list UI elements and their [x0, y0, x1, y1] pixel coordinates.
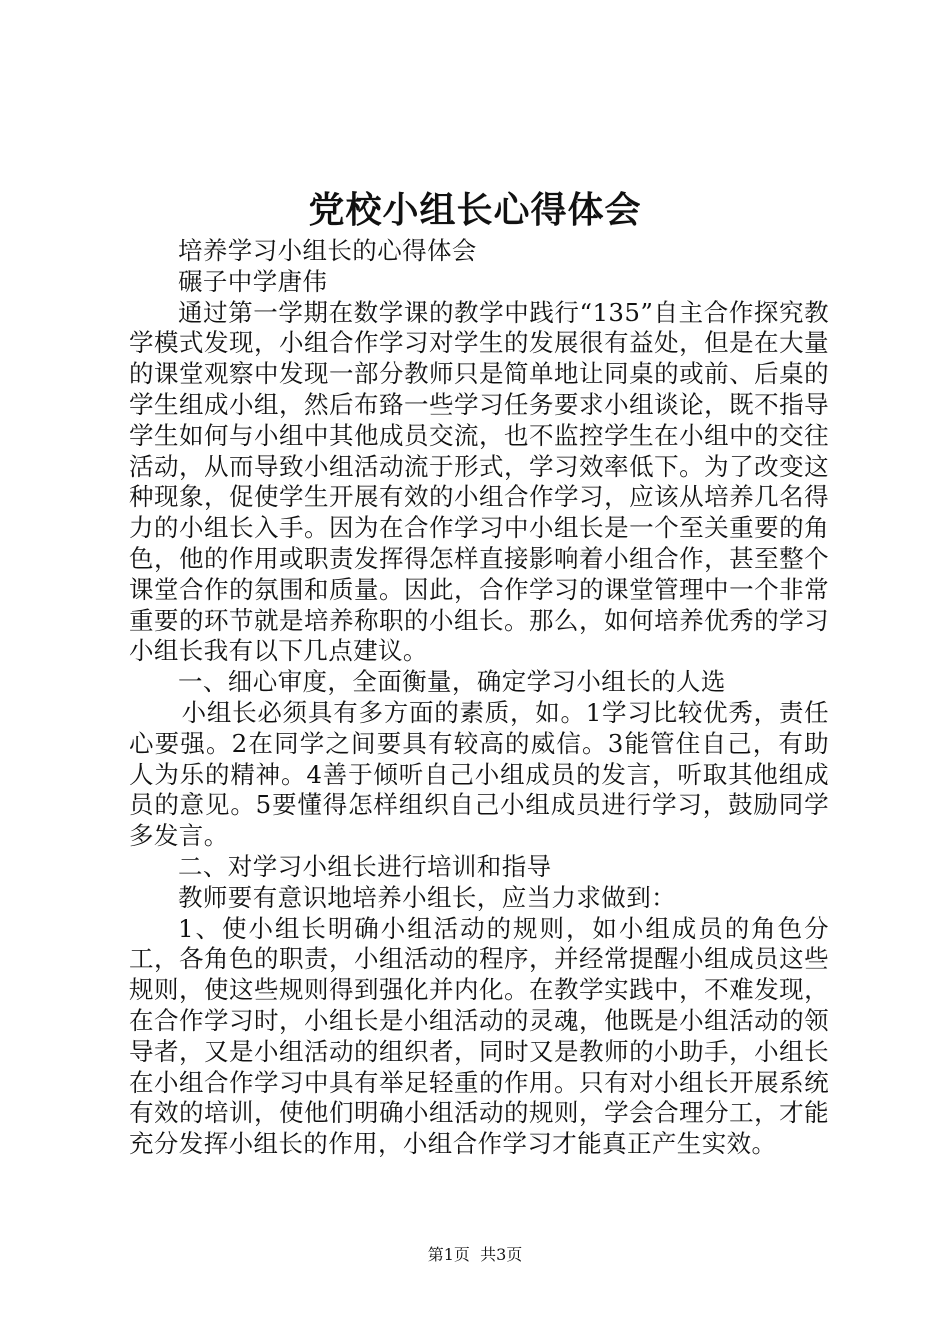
- page-number: 第1页: [427, 1245, 470, 1264]
- paragraph-heading-1: 一、细心审度，全面衡量，确定学习小组长的人选: [178, 667, 726, 697]
- page-footer: [0, 1244, 950, 1266]
- paragraph-subtitle: 培养学习小组长的心得体会: [178, 236, 477, 265]
- document-title: 党校小组长心得体会: [308, 189, 642, 231]
- page-total: 共3页: [480, 1245, 523, 1264]
- document-body: [129, 236, 829, 1160]
- paragraph-point-1: 1、使小组长明确小组活动的规则，如小组成员的角色分工，各角色的职责，小组活动的程序，并经常提醒小组成员这些规则，使这些规则得到强化并内化。在教学实践中，不难发现，在合作学习时，小组长是小组活动的灵魂，他既是小组活动的领导者，又是小组活动的组织者，同时又是教师的小助手，小组长在小组合作学习中具有举足轻重的作用。只有对小组长开展系统有效的培训，使他们明确小组活动的规则，学会合理分工，才能充分发挥小组长的作用，小组合作学习才能真正产生实效。: [129, 913, 829, 1159]
- paragraph-teacher: 教师要有意识地培养小组长，应当力求做到：: [178, 882, 676, 912]
- paragraph-intro: 通过第一学期在数学课的教学中践行“135”自主合作探究教学模式发现，小组合作学习对学生的发展很有益处，但是在大量的课堂观察中发现一部分教师只是简单地让同桌的或前、后桌的学生组成小组，然后布臵一些学习任务要求小组谈论，既不指导学生如何与小组中其他成员交流，也不监控学生在小组中的交往活动，从而导致小组活动流于形式，学习效率低下。为了改变这种现象，促使学生开展有效的小组合作学习，应该从培养几名得力的小组长入手。因为在合作学习中小组长是一个至关重要的角色，他的作用或职责发挥得怎样直接影响着小组合作，甚至整个课堂合作的氛围和质量。因此，合作学习的课堂管理中一个非常重要的环节就是培养称职的小组长。那么，如何培养优秀的学习小组长我有以下几点建议。: [129, 297, 829, 666]
- paragraph-author: 碾子中学唐伟: [178, 266, 328, 296]
- paragraph-heading-2: 二、对学习小组长进行培训和指导: [178, 851, 552, 881]
- paragraph-qualities: 小组长必须具有多方面的素质，如。1学习比较优秀，责任心要强。2在同学之间要具有较高的威信。3能管住自己，有助人为乐的精神。4善于倾听自己小组成员的发言，听取其他组成员的意见。5要懂得怎样组织自己小组成员进行学习，鼓励同学多发言。: [129, 697, 829, 851]
